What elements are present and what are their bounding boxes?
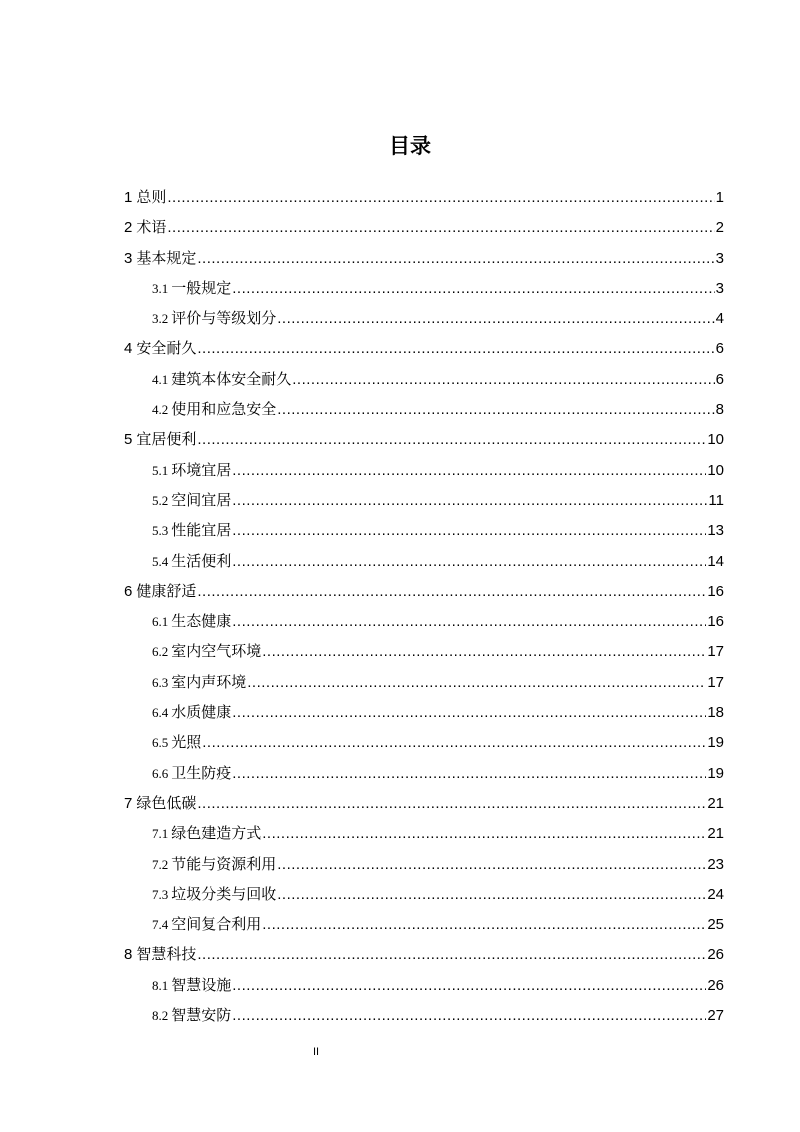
toc-entry-page: 23 <box>707 855 724 873</box>
toc-entry-page: 8 <box>715 401 724 419</box>
toc-entry-number: 8.2 <box>152 1008 169 1024</box>
toc-entry[interactable] <box>124 792 724 822</box>
toc-subentry[interactable] <box>124 459 724 489</box>
toc-entry-title: 室内声环境 <box>171 673 247 691</box>
toc-entry-page: 18 <box>707 704 724 722</box>
toc-entry-title: 节能与资源利用 <box>171 855 277 873</box>
toc-entry-number: 7.1 <box>152 826 169 842</box>
toc-entry-title: 宜居便利 <box>136 431 197 449</box>
toc-subentry[interactable] <box>124 307 724 337</box>
dot-leader <box>197 431 706 448</box>
toc-subentry[interactable] <box>124 519 724 549</box>
toc-entry-page: 4 <box>715 310 724 328</box>
toc-entry-number: 8.1 <box>152 977 169 993</box>
toc-entry-title: 室内空气环境 <box>171 643 262 661</box>
toc-entry-title: 绿色低碳 <box>136 794 197 812</box>
dot-leader <box>197 795 706 812</box>
toc-entry-title: 术语 <box>136 219 167 237</box>
toc-entry-number: 6.6 <box>152 765 169 781</box>
toc-entry-title: 环境宜居 <box>171 461 232 479</box>
toc-entry-page: 16 <box>707 613 724 631</box>
toc-entry-title: 空间宜居 <box>171 491 232 509</box>
toc-entry-number: 6.3 <box>152 674 169 690</box>
toc-entry-number: 5.3 <box>152 523 169 539</box>
toc-entry-page: 11 <box>708 491 724 509</box>
dot-leader <box>277 856 706 873</box>
toc-entry-number: 1 <box>124 189 133 206</box>
toc-entry-title: 垃圾分类与回收 <box>171 885 277 903</box>
toc-entry-title: 健康舒适 <box>136 582 197 600</box>
dot-leader <box>197 340 714 357</box>
dot-leader <box>232 462 706 479</box>
toc-entry-page: 17 <box>707 643 724 661</box>
toc-entry-number: 3.1 <box>152 280 169 296</box>
toc-entry-title: 使用和应急安全 <box>171 401 277 419</box>
dot-leader <box>262 916 706 933</box>
toc-entry-page: 25 <box>707 916 724 934</box>
toc-entry-title: 智慧设施 <box>171 976 232 994</box>
toc-entry-page: 27 <box>707 1007 724 1025</box>
toc-entry-number: 7.4 <box>152 917 169 933</box>
toc-subentry[interactable] <box>124 640 724 670</box>
toc-entry-page: 24 <box>707 885 724 903</box>
toc-entry-number: 7.3 <box>152 886 169 902</box>
toc-subentry[interactable] <box>124 853 724 883</box>
dot-leader <box>277 886 706 903</box>
dot-leader <box>277 310 714 327</box>
toc-subentry[interactable] <box>124 822 724 852</box>
toc-subentry[interactable] <box>124 883 724 913</box>
toc-entry-page: 1 <box>715 189 724 206</box>
dot-leader <box>167 219 714 236</box>
toc-entry-number: 6.2 <box>152 644 169 660</box>
toc-entry-title: 光照 <box>171 734 202 752</box>
dot-leader <box>202 734 706 751</box>
toc-entry-title: 绿色建造方式 <box>171 825 262 843</box>
toc-subentry[interactable] <box>124 762 724 792</box>
toc-entry-page: 10 <box>707 431 724 449</box>
toc-entry-page: 26 <box>707 946 724 964</box>
toc-entry-number: 6.4 <box>152 705 169 721</box>
toc-entry-number: 3.2 <box>152 311 169 327</box>
toc-entry-page: 6 <box>715 340 724 358</box>
dot-leader <box>167 189 714 206</box>
toc-entry-page: 26 <box>707 976 724 994</box>
dot-leader <box>197 250 714 267</box>
toc-entry-number: 4.1 <box>152 371 169 387</box>
toc-entry-number: 3 <box>124 249 133 267</box>
toc-subentry[interactable] <box>124 1004 724 1034</box>
toc-subentry[interactable] <box>124 489 724 519</box>
toc-entry-page: 3 <box>715 249 724 267</box>
toc-entry-page: 17 <box>707 673 724 691</box>
toc-entry[interactable] <box>124 428 724 458</box>
toc-entry-page: 16 <box>707 582 724 600</box>
dot-leader <box>262 825 706 842</box>
toc-entry-number: 4 <box>124 340 133 358</box>
toc-entry-page: 19 <box>707 734 724 752</box>
toc-subentry[interactable] <box>124 398 724 428</box>
toc-entry-number: 6.5 <box>152 735 169 751</box>
toc-entry-title: 智慧科技 <box>136 946 197 964</box>
toc-subentry[interactable] <box>124 731 724 761</box>
toc-entry-number: 8 <box>124 946 133 964</box>
toc-entry-title: 评价与等级划分 <box>171 310 277 328</box>
dot-leader <box>197 946 706 963</box>
toc-entry-title: 总则 <box>136 189 167 206</box>
dot-leader <box>232 977 706 994</box>
toc-subentry[interactable] <box>124 671 724 701</box>
toc-entry-page: 21 <box>707 794 724 812</box>
toc-entry[interactable] <box>124 247 724 277</box>
toc-entry-title: 卫生防疫 <box>171 764 232 782</box>
toc-subentry[interactable] <box>124 610 724 640</box>
toc-entry-number: 5 <box>124 431 133 449</box>
toc-entry-title: 一般规定 <box>171 279 232 297</box>
toc-entry[interactable] <box>124 943 724 973</box>
toc-entry-title: 水质健康 <box>171 704 232 722</box>
toc-entry-number: 5.1 <box>152 462 169 478</box>
toc-entry-number: 5.2 <box>152 492 169 508</box>
toc-subentry[interactable] <box>124 550 724 580</box>
toc-entry-page: 3 <box>715 279 724 297</box>
toc-entry-title: 基本规定 <box>136 249 197 267</box>
dot-leader <box>292 371 714 388</box>
dot-leader <box>232 613 706 630</box>
dot-leader <box>277 401 714 418</box>
toc-entry-title: 空间复合利用 <box>171 916 262 934</box>
dot-leader <box>247 674 706 691</box>
dot-leader <box>232 704 706 721</box>
toc-entry-title: 性能宜居 <box>171 522 232 540</box>
toc-entry-number: 4.2 <box>152 402 169 418</box>
table-of-contents <box>124 186 724 1034</box>
page-title: 目录 <box>389 135 431 158</box>
toc-entry-page: 21 <box>707 825 724 843</box>
toc-entry-page: 6 <box>715 370 724 388</box>
toc-subentry[interactable] <box>124 913 724 943</box>
toc-subentry[interactable] <box>124 277 724 307</box>
toc-entry-page: 13 <box>707 522 724 540</box>
toc-entry[interactable] <box>124 186 724 216</box>
toc-entry-number: 7 <box>124 794 133 812</box>
page-number: II <box>313 1046 320 1058</box>
dot-leader <box>232 1007 706 1024</box>
dot-leader <box>232 553 706 570</box>
dot-leader <box>232 765 706 782</box>
dot-leader <box>197 583 706 600</box>
dot-leader <box>232 280 714 297</box>
toc-entry-number: 5.4 <box>152 553 169 569</box>
toc-entry-page: 19 <box>707 764 724 782</box>
dot-leader <box>262 643 706 660</box>
toc-entry-title: 智慧安防 <box>171 1007 232 1025</box>
toc-entry-page: 10 <box>707 461 724 479</box>
toc-entry[interactable] <box>124 580 724 610</box>
toc-entry-number: 6.1 <box>152 614 169 630</box>
toc-entry-title: 生活便利 <box>171 552 232 570</box>
toc-entry-title: 安全耐久 <box>136 340 197 358</box>
toc-entry-page: 2 <box>715 219 724 237</box>
toc-entry-number: 7.2 <box>152 856 169 872</box>
toc-entry-title: 生态健康 <box>171 613 232 631</box>
toc-entry-page: 14 <box>707 552 724 570</box>
toc-subentry[interactable] <box>124 974 724 1004</box>
toc-entry[interactable] <box>124 337 724 367</box>
toc-subentry[interactable] <box>124 701 724 731</box>
toc-entry-title: 建筑本体安全耐久 <box>171 370 292 388</box>
toc-entry[interactable] <box>124 216 724 246</box>
toc-subentry[interactable] <box>124 368 724 398</box>
toc-entry-number: 2 <box>124 219 133 237</box>
toc-entry-number: 6 <box>124 582 133 600</box>
dot-leader <box>232 492 707 509</box>
dot-leader <box>232 522 706 539</box>
